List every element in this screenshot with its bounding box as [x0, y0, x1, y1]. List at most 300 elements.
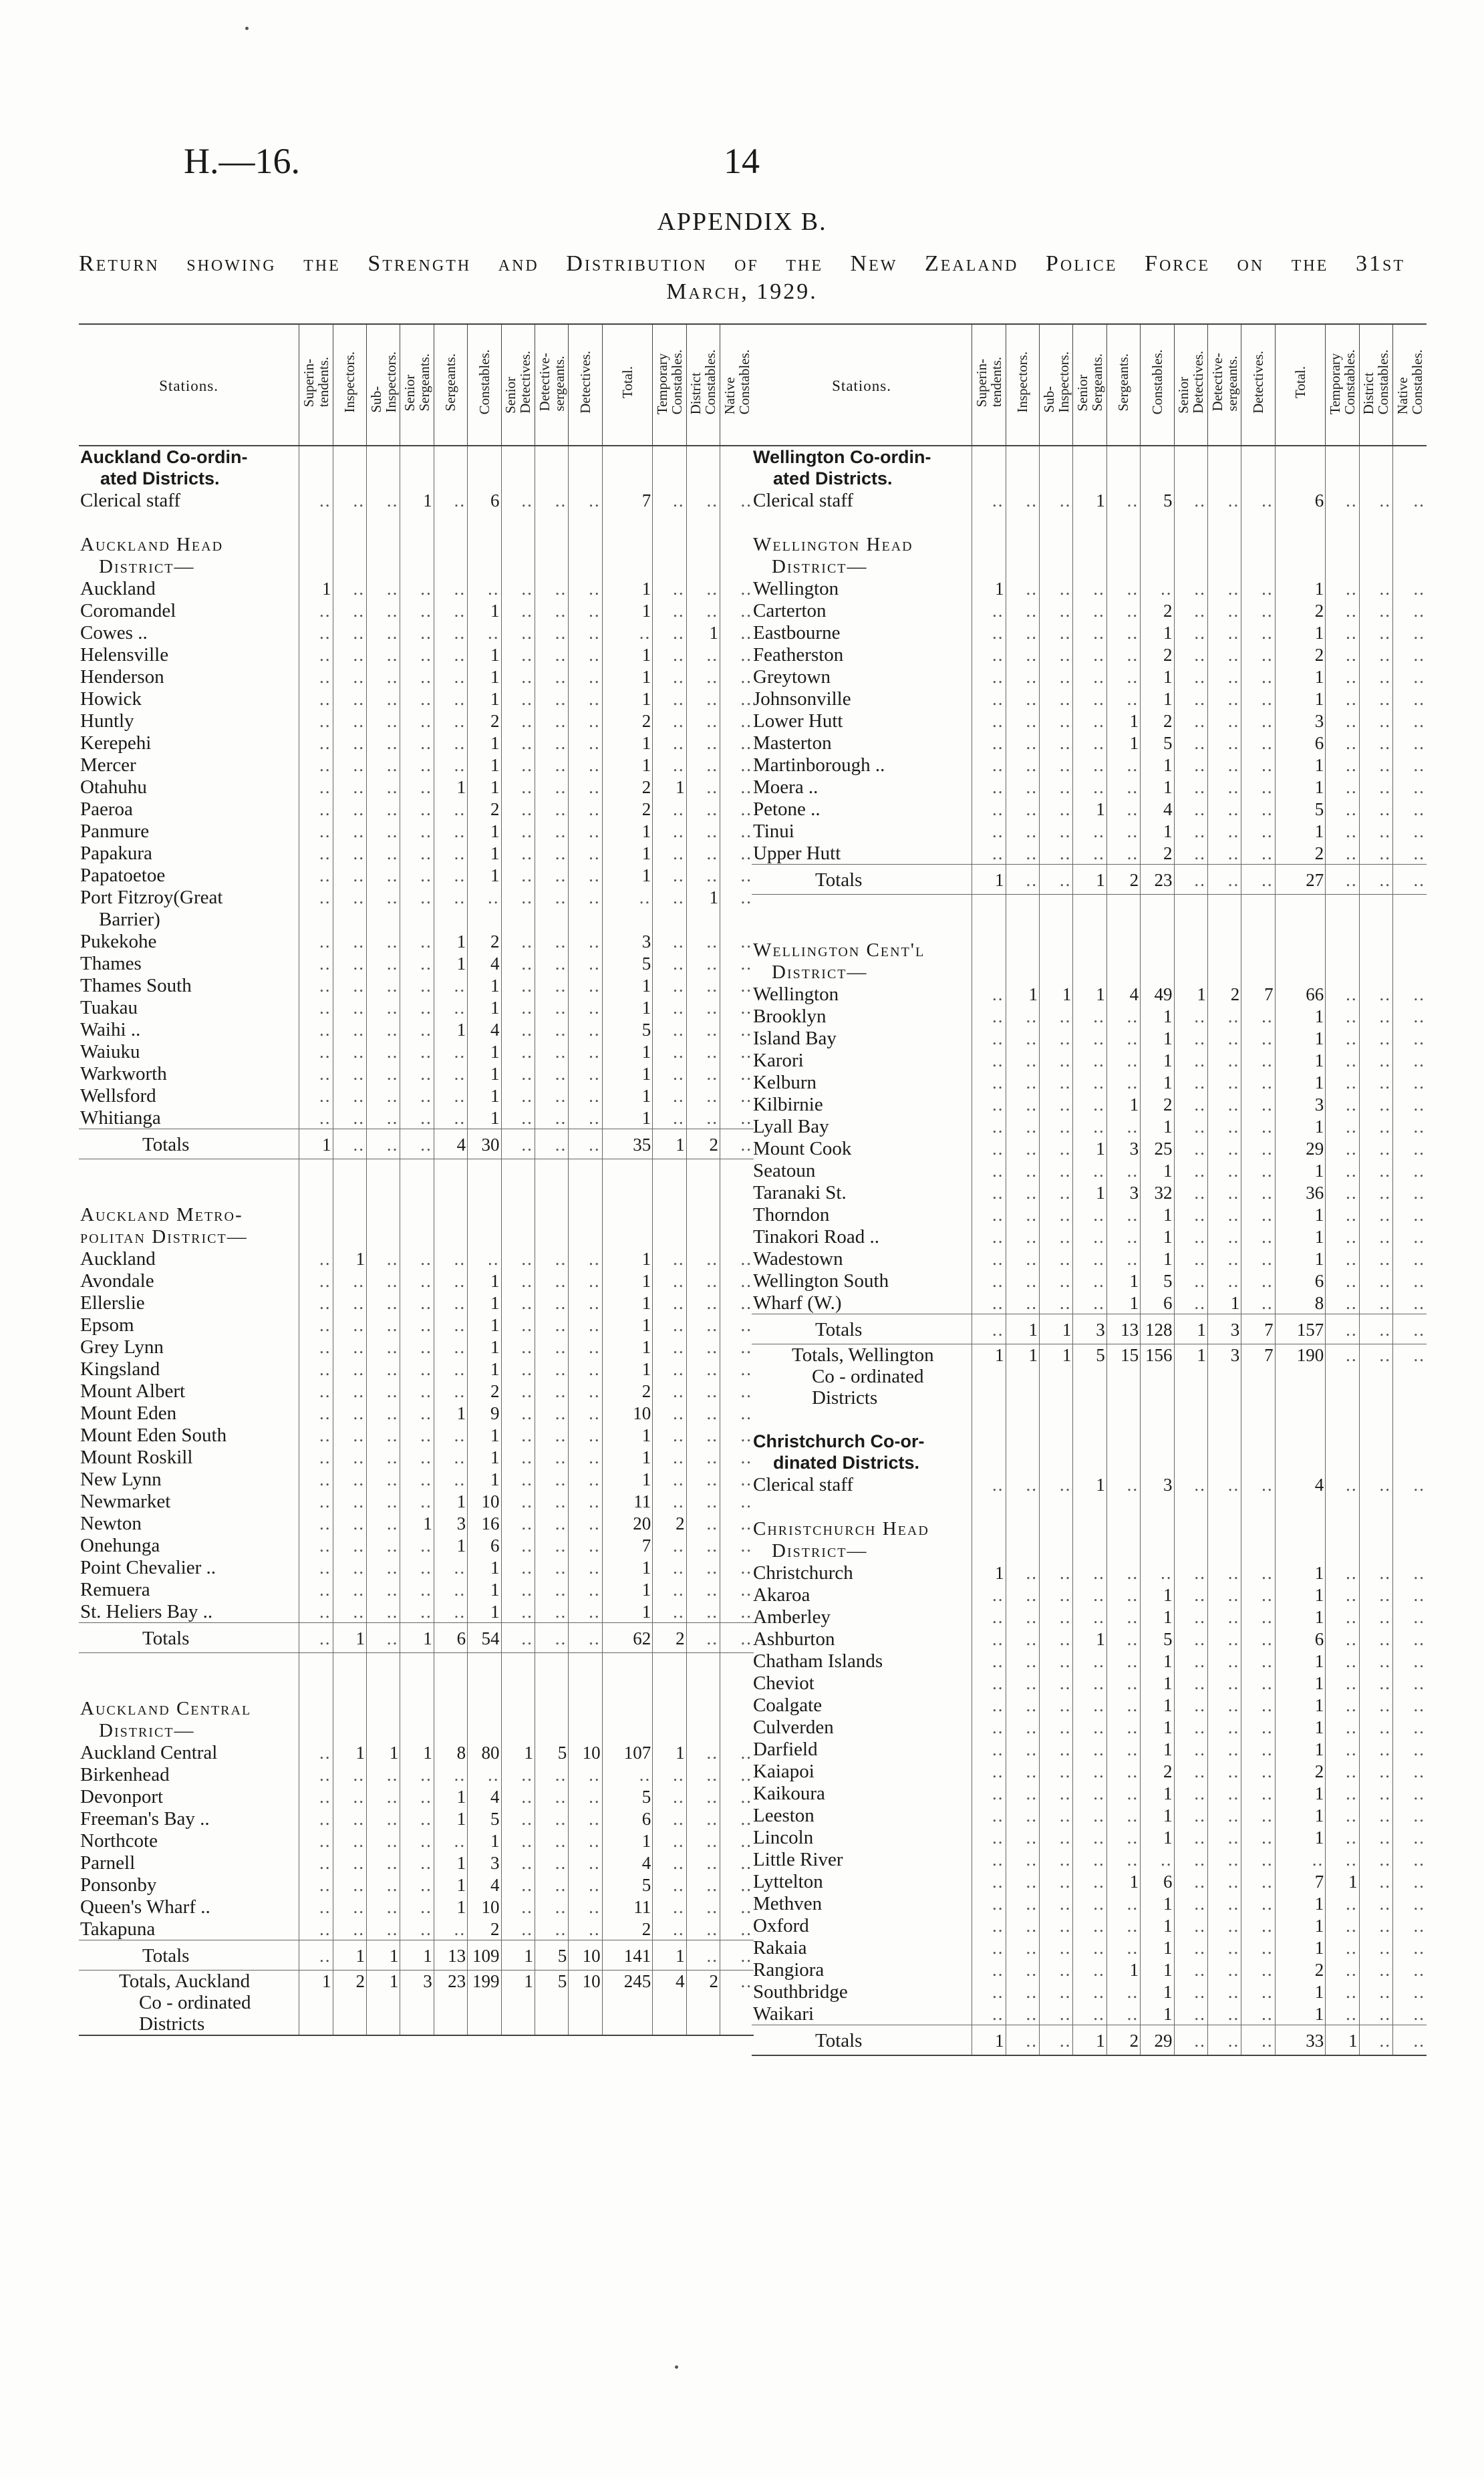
count-cell: .. — [535, 1107, 568, 1129]
count-cell: 107 — [602, 1741, 653, 1763]
count-cell: .. — [1241, 1694, 1275, 1716]
station-row — [79, 1084, 754, 1107]
count-cell: 1 — [602, 1084, 653, 1107]
count-cell: .. — [972, 1071, 1006, 1093]
count-cell: .. — [501, 1534, 535, 1556]
station-row — [752, 1473, 1427, 1495]
count-cell — [1326, 895, 1359, 917]
station-row — [752, 1562, 1427, 1584]
count-cell: .. — [535, 599, 568, 621]
count-cell: 128 — [1141, 1314, 1174, 1344]
count-cell: .. — [1006, 599, 1039, 621]
count-cell: .. — [1393, 710, 1427, 732]
count-cell — [468, 1653, 501, 1676]
count-cell: .. — [535, 1785, 568, 1807]
count-cell: .. — [501, 1763, 535, 1785]
count-cell: .. — [1241, 1473, 1275, 1495]
count-cell: .. — [569, 1336, 602, 1358]
count-cell: .. — [1106, 1804, 1140, 1826]
count-cell: .. — [1326, 1694, 1359, 1716]
count-cell: 2 — [602, 710, 653, 732]
count-cell: .. — [1241, 666, 1275, 688]
count-cell — [1106, 1517, 1140, 1540]
count-cell: .. — [1174, 1159, 1207, 1181]
count-cell — [1207, 1540, 1241, 1562]
count-cell: .. — [400, 798, 434, 820]
count-cell: .. — [366, 1062, 400, 1084]
count-cell: .. — [1073, 1203, 1106, 1225]
spacer-row — [752, 1409, 1427, 1431]
count-cell: 1 — [1275, 1606, 1326, 1628]
count-cell: .. — [400, 952, 434, 974]
count-cell: .. — [1207, 1005, 1241, 1027]
count-cell: .. — [366, 1358, 400, 1380]
count-cell — [1326, 511, 1359, 533]
count-cell: .. — [366, 1446, 400, 1468]
count-cell: .. — [1359, 1981, 1392, 2003]
count-cell: 2 — [1141, 710, 1174, 732]
station-name: Kelburn — [753, 1072, 817, 1093]
count-cell: 10 — [569, 1940, 602, 1971]
station-name: Onehunga — [80, 1535, 160, 1556]
count-cell: .. — [299, 864, 333, 886]
count-cell: .. — [1326, 1159, 1359, 1181]
count-cell: 1 — [468, 666, 501, 688]
count-cell: .. — [299, 886, 333, 908]
district-heading — [79, 533, 754, 555]
count-cell: 1 — [1141, 776, 1174, 798]
count-cell: .. — [400, 1807, 434, 1830]
count-cell: .. — [686, 577, 720, 599]
count-cell: .. — [602, 1763, 653, 1785]
district-title: Christchurch Head — [753, 1518, 929, 1540]
count-cell: .. — [400, 666, 434, 688]
count-cell: .. — [501, 1018, 535, 1040]
count-cell: 1 — [366, 1741, 400, 1763]
count-cell: .. — [333, 1018, 366, 1040]
count-cell: 1 — [653, 1940, 686, 1971]
station-name: Petone .. — [753, 798, 821, 820]
count-cell: .. — [686, 710, 720, 732]
count-cell — [366, 555, 400, 577]
count-cell: .. — [1393, 1650, 1427, 1672]
count-cell: .. — [535, 842, 568, 864]
count-cell — [1073, 1409, 1106, 1431]
station-row — [79, 688, 754, 710]
count-cell — [1106, 917, 1140, 939]
district-heading — [79, 1719, 754, 1741]
count-cell: .. — [333, 1402, 366, 1424]
count-cell: .. — [686, 1534, 720, 1556]
count-cell: .. — [1106, 1473, 1140, 1495]
totals-label: Totals, Auckland Co - ordinated Districts — [119, 1971, 251, 2035]
station-row — [752, 1914, 1427, 1936]
count-cell: 5 — [1275, 798, 1326, 820]
count-cell: 1 — [602, 1578, 653, 1600]
count-cell: .. — [366, 666, 400, 688]
count-cell: .. — [366, 710, 400, 732]
count-cell — [569, 908, 602, 930]
count-cell: .. — [1393, 1137, 1427, 1159]
count-cell: 2 — [602, 1918, 653, 1940]
station-name: Mount Albert — [80, 1380, 186, 1402]
count-cell: 10 — [569, 1971, 602, 2036]
count-cell: .. — [1393, 1694, 1427, 1716]
count-cell: .. — [972, 1137, 1006, 1159]
count-cell: .. — [1326, 1049, 1359, 1071]
count-cell — [1241, 446, 1275, 489]
count-cell — [569, 1181, 602, 1203]
count-cell — [1275, 446, 1326, 489]
count-cell: .. — [972, 1093, 1006, 1115]
count-cell: .. — [1326, 1738, 1359, 1760]
count-cell: 1 — [1141, 688, 1174, 710]
count-cell: .. — [1073, 1225, 1106, 1248]
count-cell: 2 — [653, 1512, 686, 1534]
count-cell — [686, 1159, 720, 1182]
count-cell — [299, 1203, 333, 1225]
count-cell: .. — [569, 1785, 602, 1807]
count-cell: .. — [653, 820, 686, 842]
count-cell — [434, 1697, 467, 1719]
count-cell: 1 — [1275, 1049, 1326, 1071]
count-cell: .. — [366, 599, 400, 621]
count-cell: .. — [1359, 1848, 1392, 1870]
count-cell — [653, 1181, 686, 1203]
count-cell: .. — [501, 1380, 535, 1402]
count-cell — [468, 1203, 501, 1225]
count-cell: .. — [972, 1005, 1006, 1027]
count-cell: .. — [1326, 1093, 1359, 1115]
count-cell: .. — [1359, 1606, 1392, 1628]
count-cell: 1 — [434, 930, 467, 952]
count-cell: .. — [535, 886, 568, 908]
count-cell: 1 — [333, 1623, 366, 1653]
count-cell: .. — [1393, 1606, 1427, 1628]
count-cell: .. — [501, 1512, 535, 1534]
count-cell: .. — [686, 1107, 720, 1129]
count-cell: 2 — [468, 710, 501, 732]
count-cell: .. — [1039, 710, 1072, 732]
station-row — [752, 1628, 1427, 1650]
spacer-row — [752, 917, 1427, 939]
count-cell: .. — [1073, 643, 1106, 666]
count-cell: .. — [720, 1623, 754, 1653]
count-cell: 2 — [686, 1971, 720, 2036]
count-cell — [686, 446, 720, 489]
count-cell — [602, 555, 653, 577]
count-cell: .. — [1174, 798, 1207, 820]
count-cell: .. — [720, 1248, 754, 1270]
station-row — [752, 983, 1427, 1005]
count-cell — [299, 511, 333, 533]
station-name: Taranaki St. — [753, 1182, 847, 1203]
count-cell: 6 — [1141, 1870, 1174, 1892]
count-cell: .. — [434, 1084, 467, 1107]
count-cell: .. — [720, 1336, 754, 1358]
count-cell: 1 — [400, 1623, 434, 1653]
spacer-row — [752, 1495, 1427, 1517]
count-cell: 23 — [1141, 865, 1174, 895]
totals-label: Totals — [752, 2025, 972, 2056]
count-cell: .. — [1174, 1672, 1207, 1694]
station-name: Moera .. — [753, 776, 819, 798]
count-cell — [602, 511, 653, 533]
count-cell: .. — [333, 1336, 366, 1358]
count-cell: 6 — [1275, 489, 1326, 511]
count-cell: .. — [501, 820, 535, 842]
count-cell: .. — [366, 798, 400, 820]
count-cell — [434, 533, 467, 555]
count-cell — [400, 446, 434, 489]
count-cell: .. — [653, 1446, 686, 1468]
count-cell: 1 — [1275, 1738, 1326, 1760]
count-cell: .. — [569, 666, 602, 688]
station-name: Coalgate — [753, 1695, 823, 1716]
count-cell: .. — [1326, 1892, 1359, 1914]
count-cell — [720, 908, 754, 930]
station-row — [752, 1870, 1427, 1892]
station-row — [79, 1556, 754, 1578]
count-cell — [1106, 555, 1140, 577]
count-cell — [366, 1675, 400, 1697]
count-cell: .. — [686, 1468, 720, 1490]
count-cell: 1 — [1141, 1606, 1174, 1628]
count-cell: .. — [400, 1896, 434, 1918]
count-cell — [1393, 1517, 1427, 1540]
station-row — [752, 1892, 1427, 1914]
count-cell: 1 — [468, 864, 501, 886]
count-cell: .. — [569, 1852, 602, 1874]
count-cell — [400, 1225, 434, 1248]
count-cell — [653, 908, 686, 930]
count-cell: 1 — [1275, 1716, 1326, 1738]
count-cell — [1006, 1495, 1039, 1517]
count-cell: .. — [333, 1763, 366, 1785]
count-cell: 1 — [1039, 983, 1072, 1005]
count-cell: .. — [686, 1852, 720, 1874]
count-cell — [535, 446, 568, 489]
count-cell: .. — [1207, 1606, 1241, 1628]
count-cell: 1 — [468, 820, 501, 842]
count-cell: .. — [535, 1336, 568, 1358]
count-cell: .. — [1241, 732, 1275, 754]
count-cell: .. — [400, 621, 434, 643]
count-cell: 1 — [1326, 1870, 1359, 1892]
count-cell: .. — [1039, 1804, 1072, 1826]
count-cell: .. — [1359, 1137, 1392, 1159]
count-cell: .. — [1207, 1716, 1241, 1738]
count-cell — [1039, 939, 1072, 961]
count-cell — [720, 1225, 754, 1248]
count-cell: .. — [299, 1314, 333, 1336]
count-cell: .. — [1241, 1716, 1275, 1738]
station-row — [752, 798, 1427, 820]
count-cell — [1073, 917, 1106, 939]
count-cell: 1 — [602, 1270, 653, 1292]
count-cell: .. — [1326, 1672, 1359, 1694]
station-name: Rangiora — [753, 1959, 825, 1981]
count-cell: .. — [686, 489, 720, 511]
count-cell: .. — [434, 820, 467, 842]
count-cell: .. — [1359, 621, 1392, 643]
station-row — [752, 599, 1427, 621]
count-cell: .. — [501, 1490, 535, 1512]
count-cell: 1 — [468, 842, 501, 864]
count-cell: .. — [1106, 621, 1140, 643]
station-name: Wellington South — [753, 1270, 889, 1292]
count-cell: .. — [1006, 1292, 1039, 1314]
count-cell: .. — [569, 1248, 602, 1270]
count-cell: .. — [1174, 1248, 1207, 1270]
count-cell: .. — [299, 1084, 333, 1107]
count-cell: 1 — [468, 1358, 501, 1380]
count-cell: .. — [1207, 688, 1241, 710]
count-cell — [1207, 939, 1241, 961]
count-cell: 6 — [434, 1623, 467, 1653]
count-cell: .. — [366, 996, 400, 1018]
count-cell: .. — [1393, 798, 1427, 820]
count-cell — [333, 1697, 366, 1719]
count-cell: .. — [1006, 1005, 1039, 1027]
count-cell: 1 — [1141, 1981, 1174, 2003]
count-cell: 8 — [434, 1741, 467, 1763]
count-cell: .. — [1006, 1870, 1039, 1892]
count-cell: .. — [400, 864, 434, 886]
station-name: Queen's Wharf .. — [80, 1896, 210, 1918]
count-cell — [972, 1540, 1006, 1562]
column-header-row — [752, 324, 1427, 446]
station-name: Wellington — [753, 984, 839, 1005]
count-cell: .. — [366, 1380, 400, 1402]
count-cell: .. — [299, 1830, 333, 1852]
count-cell: .. — [535, 776, 568, 798]
count-cell: .. — [653, 666, 686, 688]
count-cell: .. — [366, 1852, 400, 1874]
count-cell: .. — [299, 1292, 333, 1314]
count-cell: .. — [1006, 621, 1039, 643]
count-cell: .. — [653, 1380, 686, 1402]
count-cell: .. — [366, 1336, 400, 1358]
station-name: Huntly — [80, 710, 134, 732]
district-heading — [79, 1225, 754, 1248]
count-cell — [1141, 1540, 1174, 1562]
station-name: Papakura — [80, 843, 152, 864]
count-cell: .. — [299, 1468, 333, 1490]
count-cell: .. — [333, 974, 366, 996]
count-cell: .. — [1326, 842, 1359, 865]
count-cell: 1 — [1275, 1203, 1326, 1225]
count-cell: .. — [1326, 1936, 1359, 1958]
count-cell: .. — [653, 886, 686, 908]
count-cell: .. — [569, 1623, 602, 1653]
count-cell: .. — [1174, 1005, 1207, 1027]
count-cell: .. — [569, 1107, 602, 1129]
count-cell: .. — [1359, 1716, 1392, 1738]
count-cell: 1 — [1106, 1093, 1140, 1115]
count-cell — [1106, 1540, 1140, 1562]
count-cell: .. — [569, 1556, 602, 1578]
station-row — [79, 599, 754, 621]
count-cell — [602, 1697, 653, 1719]
count-cell: .. — [366, 732, 400, 754]
station-name: Clerical staff — [753, 1474, 854, 1495]
count-cell — [1006, 895, 1039, 917]
count-cell: .. — [653, 1358, 686, 1380]
station-name: Newton — [80, 1513, 142, 1534]
count-cell: .. — [1393, 599, 1427, 621]
count-cell: 1 — [1141, 1958, 1174, 1981]
count-cell: 5 — [602, 1018, 653, 1040]
count-cell: .. — [1207, 1672, 1241, 1694]
count-cell: .. — [569, 1424, 602, 1446]
count-cell: .. — [569, 732, 602, 754]
count-cell: .. — [602, 886, 653, 908]
count-cell: .. — [434, 1358, 467, 1380]
count-cell: .. — [1006, 1606, 1039, 1628]
count-cell — [299, 1697, 333, 1719]
count-cell: 25 — [1141, 1137, 1174, 1159]
count-cell — [468, 1159, 501, 1182]
count-cell: .. — [1039, 1672, 1072, 1694]
count-cell: .. — [686, 1336, 720, 1358]
column-header: Detectives. — [1241, 324, 1275, 446]
count-cell: .. — [1326, 1716, 1359, 1738]
count-cell: .. — [653, 577, 686, 599]
count-cell: .. — [434, 1270, 467, 1292]
count-cell: .. — [333, 1358, 366, 1380]
count-cell — [1359, 533, 1392, 555]
count-cell: .. — [686, 1896, 720, 1918]
count-cell: .. — [1174, 1892, 1207, 1914]
count-cell: 1 — [468, 1468, 501, 1490]
count-cell: .. — [468, 577, 501, 599]
count-cell: .. — [1006, 1071, 1039, 1093]
count-cell: .. — [299, 1380, 333, 1402]
count-cell: .. — [1174, 1292, 1207, 1314]
count-cell — [333, 555, 366, 577]
station-name: Masterton — [753, 732, 832, 754]
column-header: Senior Sergeants. — [1073, 324, 1106, 446]
count-cell: .. — [1174, 1760, 1207, 1782]
station-row — [79, 1062, 754, 1084]
count-cell: .. — [686, 1062, 720, 1084]
count-cell: .. — [400, 1446, 434, 1468]
count-cell: .. — [434, 599, 467, 621]
count-cell: .. — [686, 1424, 720, 1446]
count-cell: .. — [501, 842, 535, 864]
count-cell: .. — [1393, 1115, 1427, 1137]
count-cell: .. — [1393, 1584, 1427, 1606]
count-cell: .. — [535, 1578, 568, 1600]
count-cell: .. — [366, 1918, 400, 1940]
count-cell: .. — [1174, 643, 1207, 666]
station-row — [79, 930, 754, 952]
count-cell: 5 — [602, 1874, 653, 1896]
count-cell: .. — [653, 864, 686, 886]
count-cell: .. — [400, 710, 434, 732]
count-cell — [720, 511, 754, 533]
count-cell: .. — [686, 1380, 720, 1402]
count-cell: .. — [1359, 1203, 1392, 1225]
count-cell: .. — [720, 1852, 754, 1874]
count-cell — [686, 1203, 720, 1225]
count-cell: .. — [1393, 1870, 1427, 1892]
count-cell: .. — [972, 1181, 1006, 1203]
count-cell — [1174, 1431, 1207, 1473]
count-cell — [1275, 511, 1326, 533]
station-row — [752, 1027, 1427, 1049]
